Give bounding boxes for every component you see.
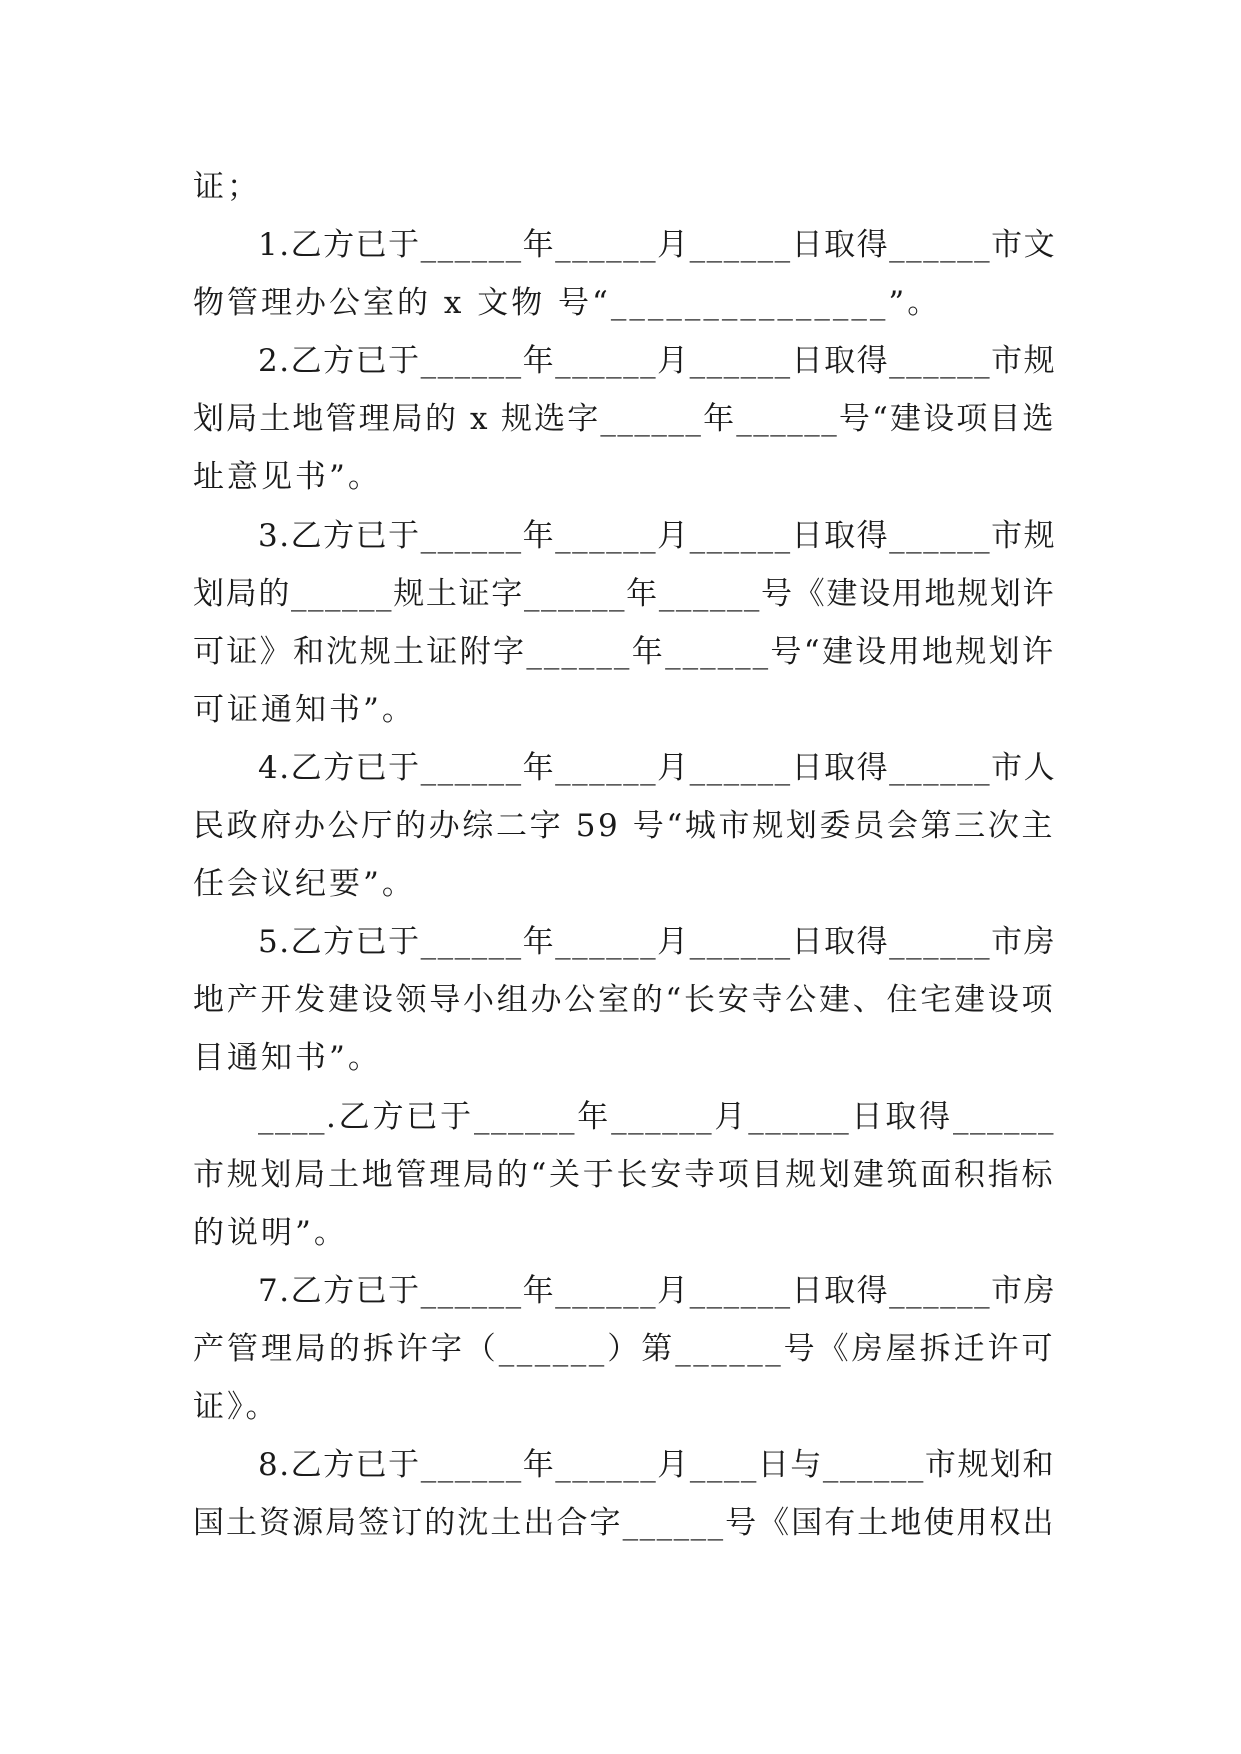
text-line: 8.乙方已于______年______月____日与______市规划和 [258, 1447, 1055, 1484]
text-line: 证》。 [193, 1388, 280, 1425]
text-line: 可证通知书”。 [193, 691, 416, 728]
text-line: 1.乙方已于______年______月______日取得______市文 [258, 227, 1057, 264]
text-line: 的说明”。 [193, 1214, 348, 1251]
text-line: 市规划局土地管理局的“关于长安寺项目规划建筑面积指标 [193, 1156, 1055, 1193]
text-line: 国土资源局签订的沈土出合字______号《国有土地使用权出 [193, 1505, 1055, 1542]
document-body [193, 158, 1055, 1552]
text-line: 目通知书”。 [193, 1040, 382, 1077]
text-line: 证； [193, 169, 261, 205]
text-line: 任会议纪要”。 [193, 866, 416, 903]
text-line: 3.乙方已于______年______月______日取得______市规 [258, 517, 1057, 554]
text-line: 划局的______规土证字______年______号《建设用地规划许 [193, 575, 1055, 612]
text-line: 4.乙方已于______年______月______日取得______市人 [258, 749, 1057, 786]
text-line: 2.乙方已于______年______月______日取得______市规 [258, 343, 1057, 380]
text-line: 产管理局的拆许字（______）第______号《房屋拆迁许可 [193, 1330, 1055, 1367]
text-line: 7.乙方已于______年______月______日取得______市房 [258, 1272, 1057, 1309]
text-line: ____.乙方已于______年______月______日取得______ [258, 1098, 1055, 1135]
text-line: 可证》和沈规土证附字______年______号“建设用地规划许 [193, 633, 1055, 670]
text-line: 地产开发建设领导小组办公室的“长安寺公建、住宅建设项 [193, 982, 1055, 1019]
text-line: 5.乙方已于______年______月______日取得______市房 [258, 924, 1057, 961]
text-line: 民政府办公厅的办综二字 59 号“城市规划委员会第三次主 [193, 808, 1055, 845]
text-line: 址意见书”。 [193, 459, 382, 496]
text-line: 划局土地管理局的 x 规选字______年______号“建设项目选 [193, 401, 1055, 438]
text-line: 物管理办公室的 x 文物 号“_______________”。 [193, 285, 942, 322]
